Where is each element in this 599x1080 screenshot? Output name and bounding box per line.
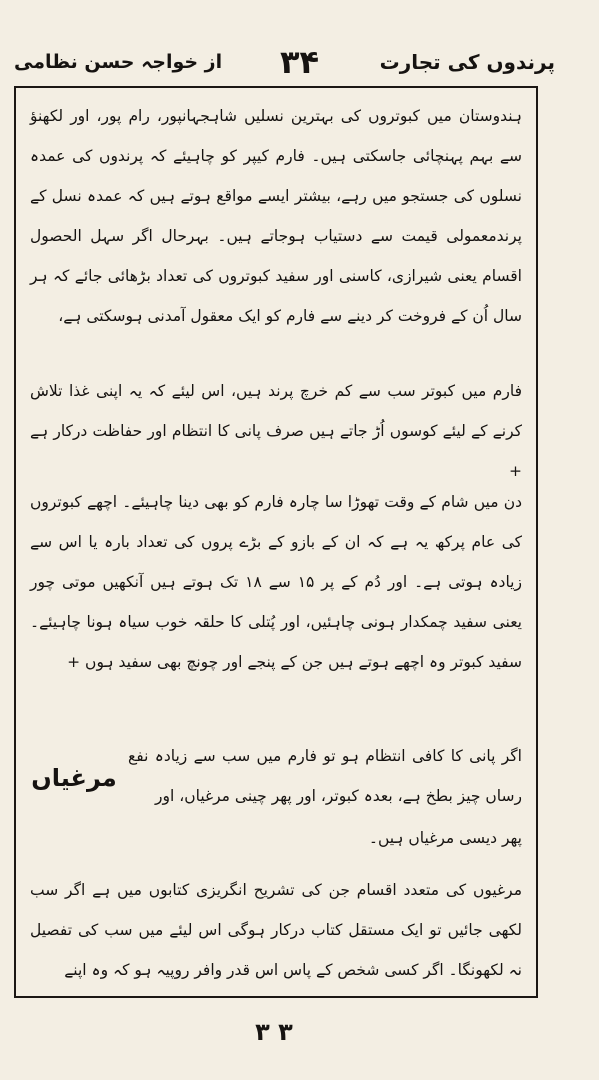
text-frame — [14, 86, 538, 998]
paragraph-pigeon-care: دن میں شام کے وقت تھوڑا سا چارہ فارم کو بھی دینا چاہیئے۔ اچھے کبوتروں کی عام پرکھ یہ ہے کہ ان کے بازو کے بڑے پروں کی تعداد بارہ یا اس سے زیادہ ہوتی ہے۔ اور دُم کے پر ۱۵ سے ۱۸ تک ہوتے ہیں آنکھیں موتی چور یعنی سفید چمکدار ہونی چاہئیں، اور پُتلی کا حلقہ خوب سیاہ ہونا چاہیئے۔ سفید کبوتر وہ اچھے ہوتے ہیں جن کے پنجے اور چونچ بھی سفید ہوں + — [30, 493, 522, 671]
paragraph-profitable-birds: اگر پانی کا کافی انتظام ہو تو فارم میں سب سے زیادہ نفع رساں چیز بطخ ہے، بعدہ کبوتر، اور پھر چینی مرغیاں، اور — [128, 747, 522, 805]
author-line: از خواجہ حسن نظامی — [14, 51, 223, 73]
paragraph-hen-varieties: مرغیوں کی متعدد اقسام جن کی تشریح انگریزی کتابوں میں ہے اگر سب لکھی جائیں تو ایک مستقل کتاب درکار ہوگی اس لیئے میں سب کی تفصیل نہ لکھونگا۔ اگر کسی شخص کے پاس اس قدر وافر روپیہ ہو کہ وہ اپنے — [30, 881, 522, 979]
page-header — [14, 38, 585, 86]
paragraph-pigeon-cost: فارم میں کبوتر سب سے کم خرچ پرند ہیں، اس لیئے کہ یہ اپنی غذا تلاش کرنے کے لیئے کوسوں اُڑ جاتے ہیں صرف پانی کا انتظام اور حفاظت درکار ہے + — [30, 382, 522, 480]
paragraph-pigeon-breeds: ہندوستان میں کبوتروں کی بہترین نسلیں شاہجہانپور، رام پور، اور لکھنؤ سے بہم پہنچائی جاسکتی ہیں۔ فارم کیپر کو چاہیئے کہ پرندوں کی عمدہ نسلوں کی جستجو میں رہے، بیشتر ایسے مواقع ہوتے ہیں کہ عمدہ نسل کے پرندمعمولی قیمت سے دستیاب ہوجاتے ہیں۔ بہرحال اگر سہل الحصول اقسام یعنی شیرازی، کاسنی اور سفید کبوتروں کی تعداد بڑھائی جائے کہ ہر سال اُن کے فروخت کر دینے سے فارم کو ایک معقول آمدنی ہوسکتی ہے، — [30, 107, 522, 325]
running-title: پرندوں کی تجارت — [379, 50, 555, 74]
paragraph-local-hens: پھر دیسی مرغیاں ہیں۔ — [368, 829, 522, 847]
footer-signature-mark: ٣ ٣ — [255, 1018, 293, 1046]
section-heading-hens: مرغیاں — [31, 764, 117, 792]
page-number: ۳۴ — [279, 43, 320, 81]
